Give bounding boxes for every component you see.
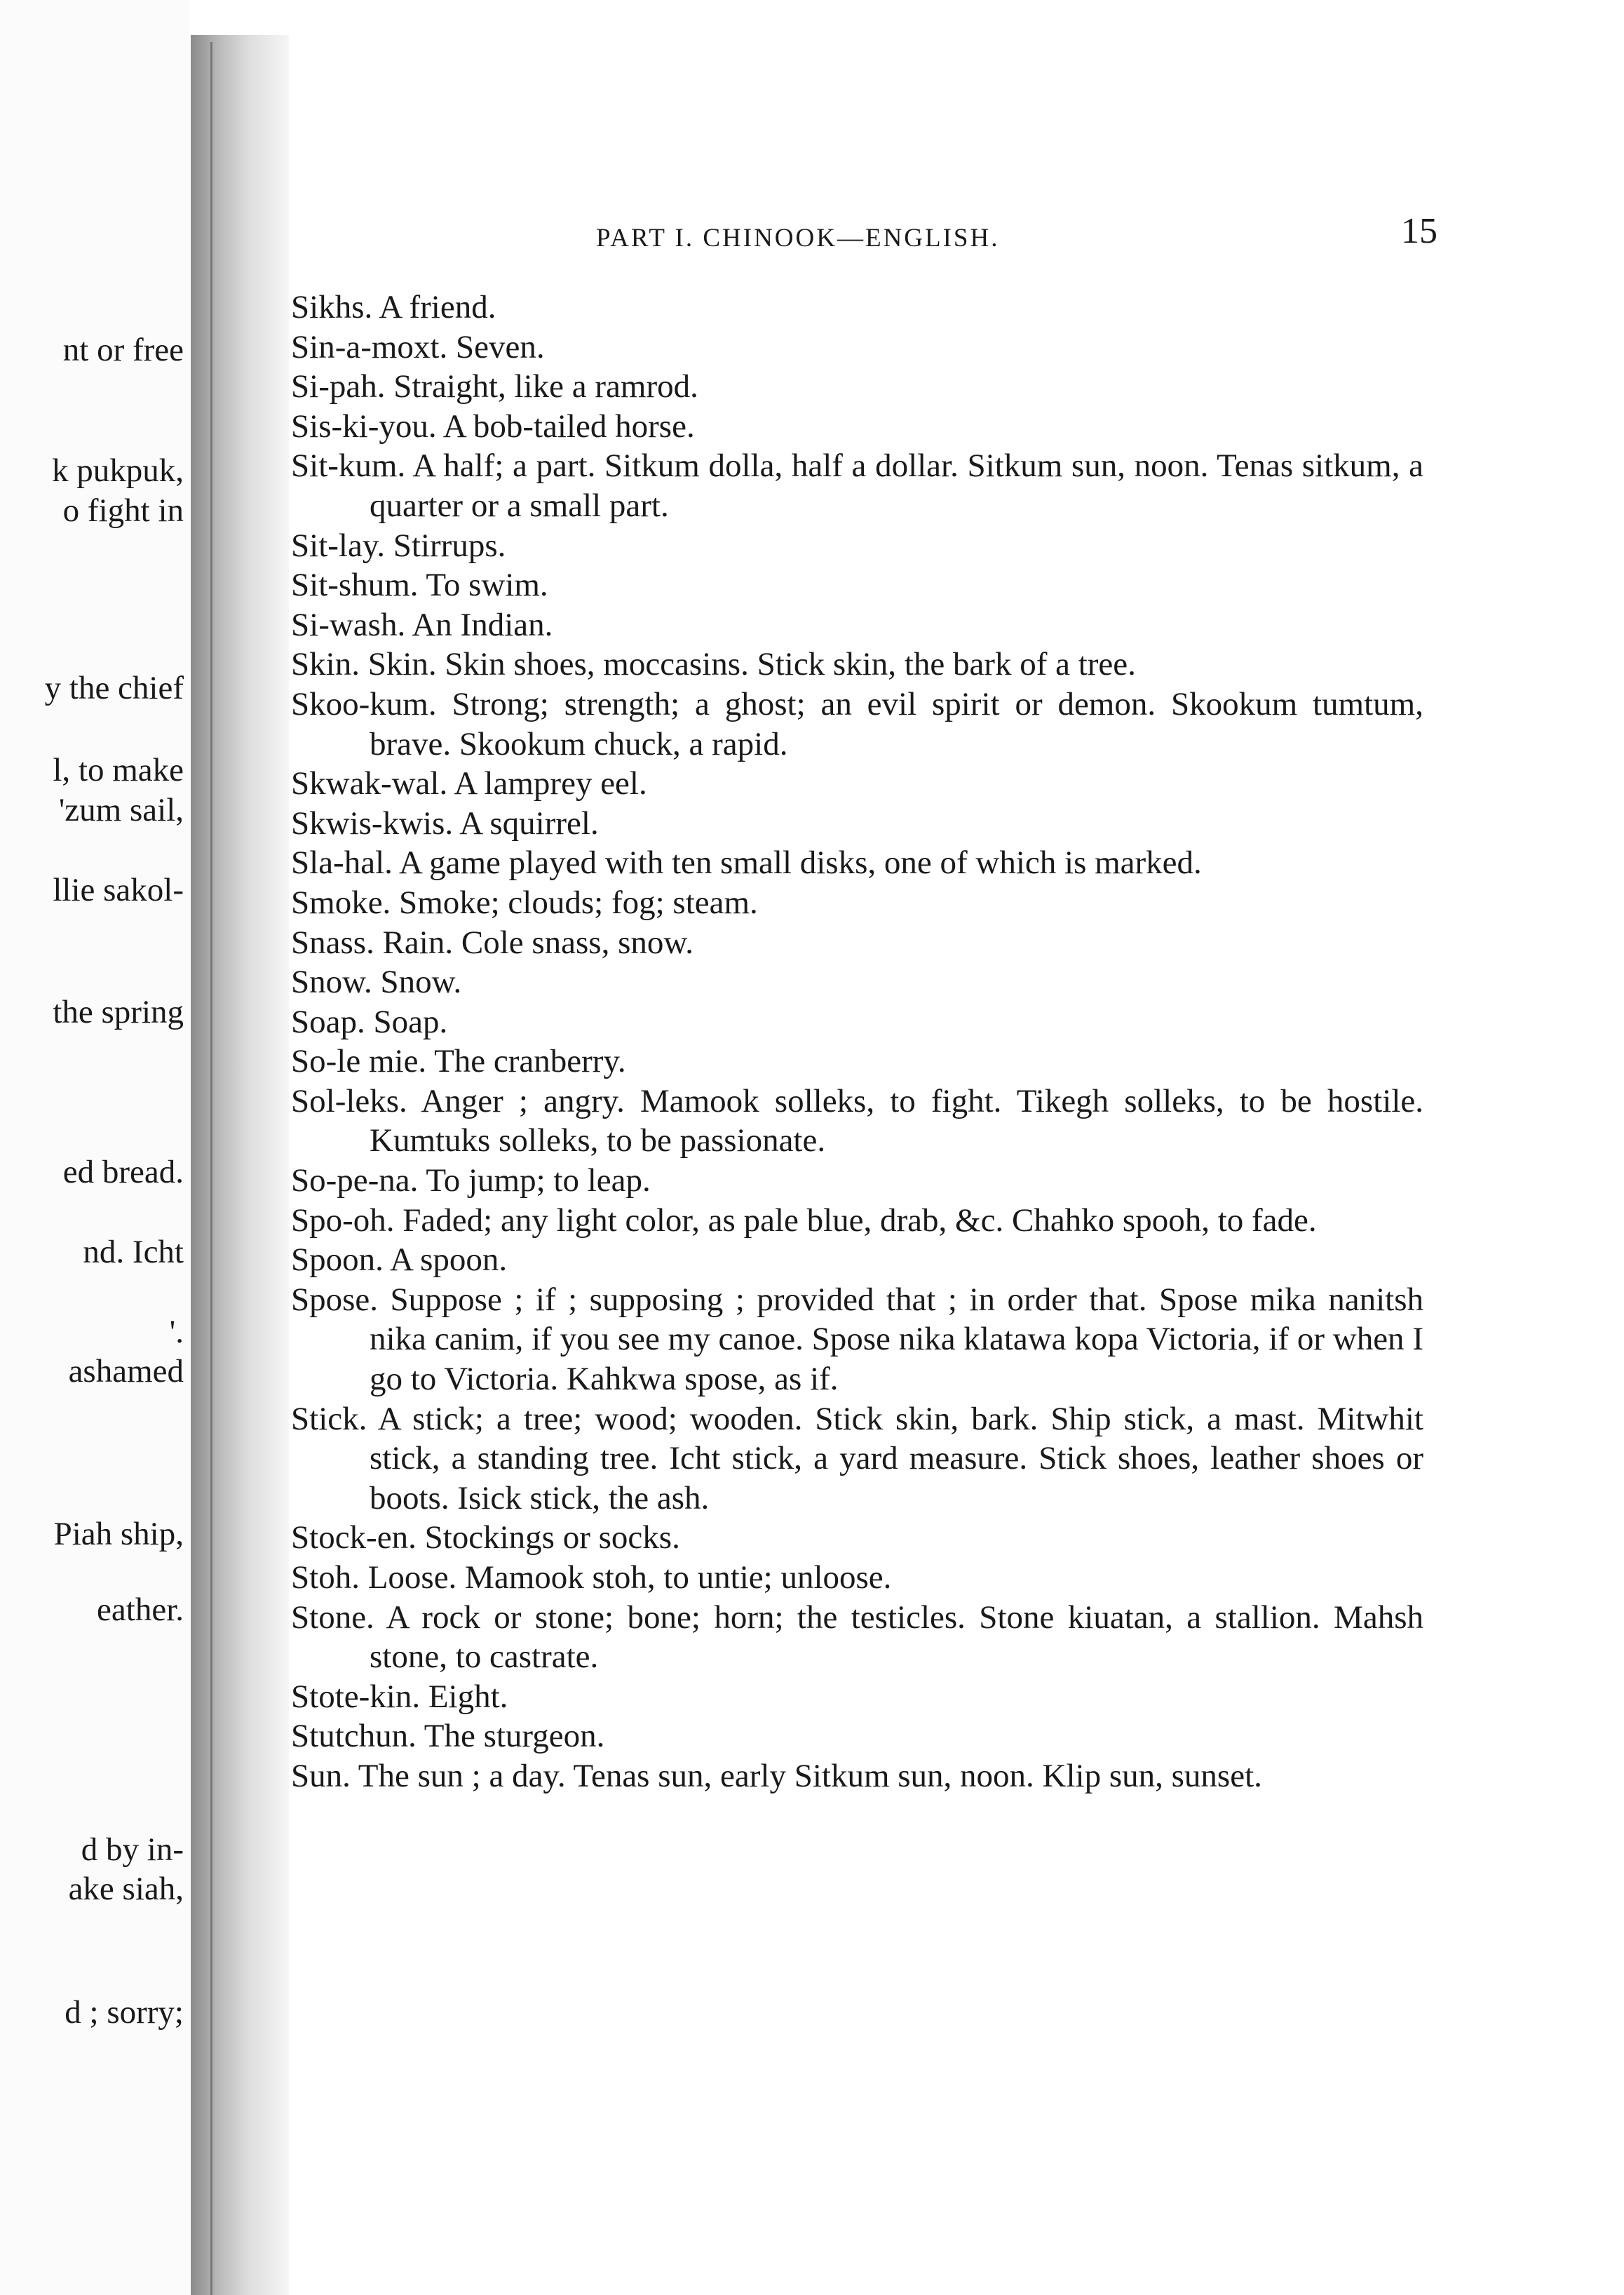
dictionary-entry: Si-pah. Straight, like a ramrod. — [291, 368, 698, 405]
page-number: 15 — [1401, 211, 1437, 251]
dictionary-entry: Skin. Skin. Skin shoes, moccasins. Stick skin, the bark of a tree. — [291, 646, 1136, 683]
dictionary-entry: Spose. Suppose ; if ; supposing ; provided that ; in order that. Spose mika nanitsh nika canim, if you see my canoe. Spose nika klatawa kopa Victoria, if or when I go to Victoria. Kahkwa spose, as if. — [291, 1281, 1423, 1398]
dictionary-entry: Stoh. Loose. Mamook stoh, to untie; unloose. — [291, 1559, 892, 1596]
left-page-line: o fight in — [62, 492, 184, 529]
left-page-line: nt or free — [62, 332, 184, 368]
left-page-line: l, to make — [53, 752, 184, 788]
dictionary-entry: Soap. Soap. — [291, 1003, 448, 1040]
left-page-line: llie sakol- — [53, 872, 184, 908]
left-page-line: eather. — [97, 1591, 184, 1628]
left-page-line: k pukpuk, — [52, 452, 184, 489]
dictionary-entry: Skoo-kum. Strong; strength; a ghost; an evil spirit or demon. Skookum tumtum, brave. Skookum chuck, a rapid. — [291, 685, 1423, 762]
dictionary-entry: Spo-oh. Faded; any light color, as pale blue, drab, &c. Chahko spooh, to fade. — [291, 1202, 1317, 1239]
left-page-margin — [0, 0, 189, 2295]
left-page-line: ake siah, — [68, 1871, 184, 1907]
dictionary-entry: Sol-leks. Anger ; angry. Mamook solleks, to fight. Tikegh solleks, to be hostile. Kumtuks solleks, to be passionate. — [291, 1082, 1423, 1159]
dictionary-entry: Snow. Snow. — [291, 964, 462, 1001]
dictionary-entry: Stick. A stick; a tree; wood; wooden. Stick skin, bark. Ship stick, a mast. Mitwhit stick, a standing tree. Icht stick, a yard measure. Stick shoes, leather shoes or boots. Isick stick, the ash. — [291, 1400, 1423, 1516]
dictionary-entry: Spoon. A spoon. — [291, 1241, 508, 1279]
dictionary-entry: Sla-hal. A game played with ten small disks, one of which is marked. — [291, 844, 1202, 882]
left-page-line: '. — [169, 1314, 184, 1350]
left-page-line: ed bread. — [62, 1154, 184, 1190]
dictionary-entry: Sin-a-moxt. Seven. — [291, 328, 545, 365]
left-page-line: y the chief — [44, 670, 184, 706]
running-head: PART I. CHINOOK—ENGLISH. — [596, 224, 1000, 253]
page-edge — [210, 42, 212, 2295]
dictionary-entry: Smoke. Smoke; clouds; fog; steam. — [291, 884, 758, 921]
left-page-line: ashamed — [68, 1353, 184, 1389]
dictionary-entry: Sit-lay. Stirrups. — [291, 527, 506, 564]
dictionary-entries — [291, 288, 1423, 1796]
dictionary-entry: So-le mie. The cranberry. — [291, 1043, 626, 1080]
left-page-line: the spring — [53, 994, 184, 1030]
left-page-line: nd. Icht — [83, 1234, 184, 1270]
dictionary-entry: Sit-shum. To swim. — [291, 567, 548, 604]
dictionary-entry: Skwak-wal. A lamprey eel. — [291, 765, 647, 802]
dictionary-entry: Skwis-kwis. A squirrel. — [291, 805, 599, 842]
dictionary-entry: Sun. The sun ; a day. Tenas sun, early Sitkum sun, noon. Klip sun, sunset. — [291, 1757, 1262, 1794]
dictionary-entry: Stutchun. The sturgeon. — [291, 1718, 605, 1755]
dictionary-entry: Sit-kum. A half; a part. Sitkum dolla, half a dollar. Sitkum sun, noon. Tenas sitkum, a quarter or a small part. — [291, 447, 1423, 524]
left-page-line: d by in- — [81, 1831, 184, 1868]
dictionary-entry: Snass. Rain. Cole snass, snow. — [291, 924, 694, 961]
dictionary-entry: So-pe-na. To jump; to leap. — [291, 1162, 651, 1199]
dictionary-entry: Sikhs. A friend. — [291, 289, 496, 325]
dictionary-entry: Stone. A rock or stone; bone; horn; the testicles. Stone kiuatan, a stallion. Mahsh stone, to castrate. — [291, 1599, 1423, 1676]
book-gutter-shadow — [191, 35, 289, 2295]
page-header — [596, 210, 1437, 260]
dictionary-entry: Stock-en. Stockings or socks. — [291, 1519, 680, 1556]
dictionary-entry: Sis-ki-you. A bob-tailed horse. — [291, 408, 695, 445]
left-page-line: 'zum sail, — [58, 792, 184, 828]
dictionary-entry: Si-wash. An Indian. — [291, 606, 553, 643]
left-page-line: Piah ship, — [53, 1516, 184, 1552]
left-page-line: d ; sorry; — [65, 1994, 184, 2031]
dictionary-entry: Stote-kin. Eight. — [291, 1678, 508, 1715]
